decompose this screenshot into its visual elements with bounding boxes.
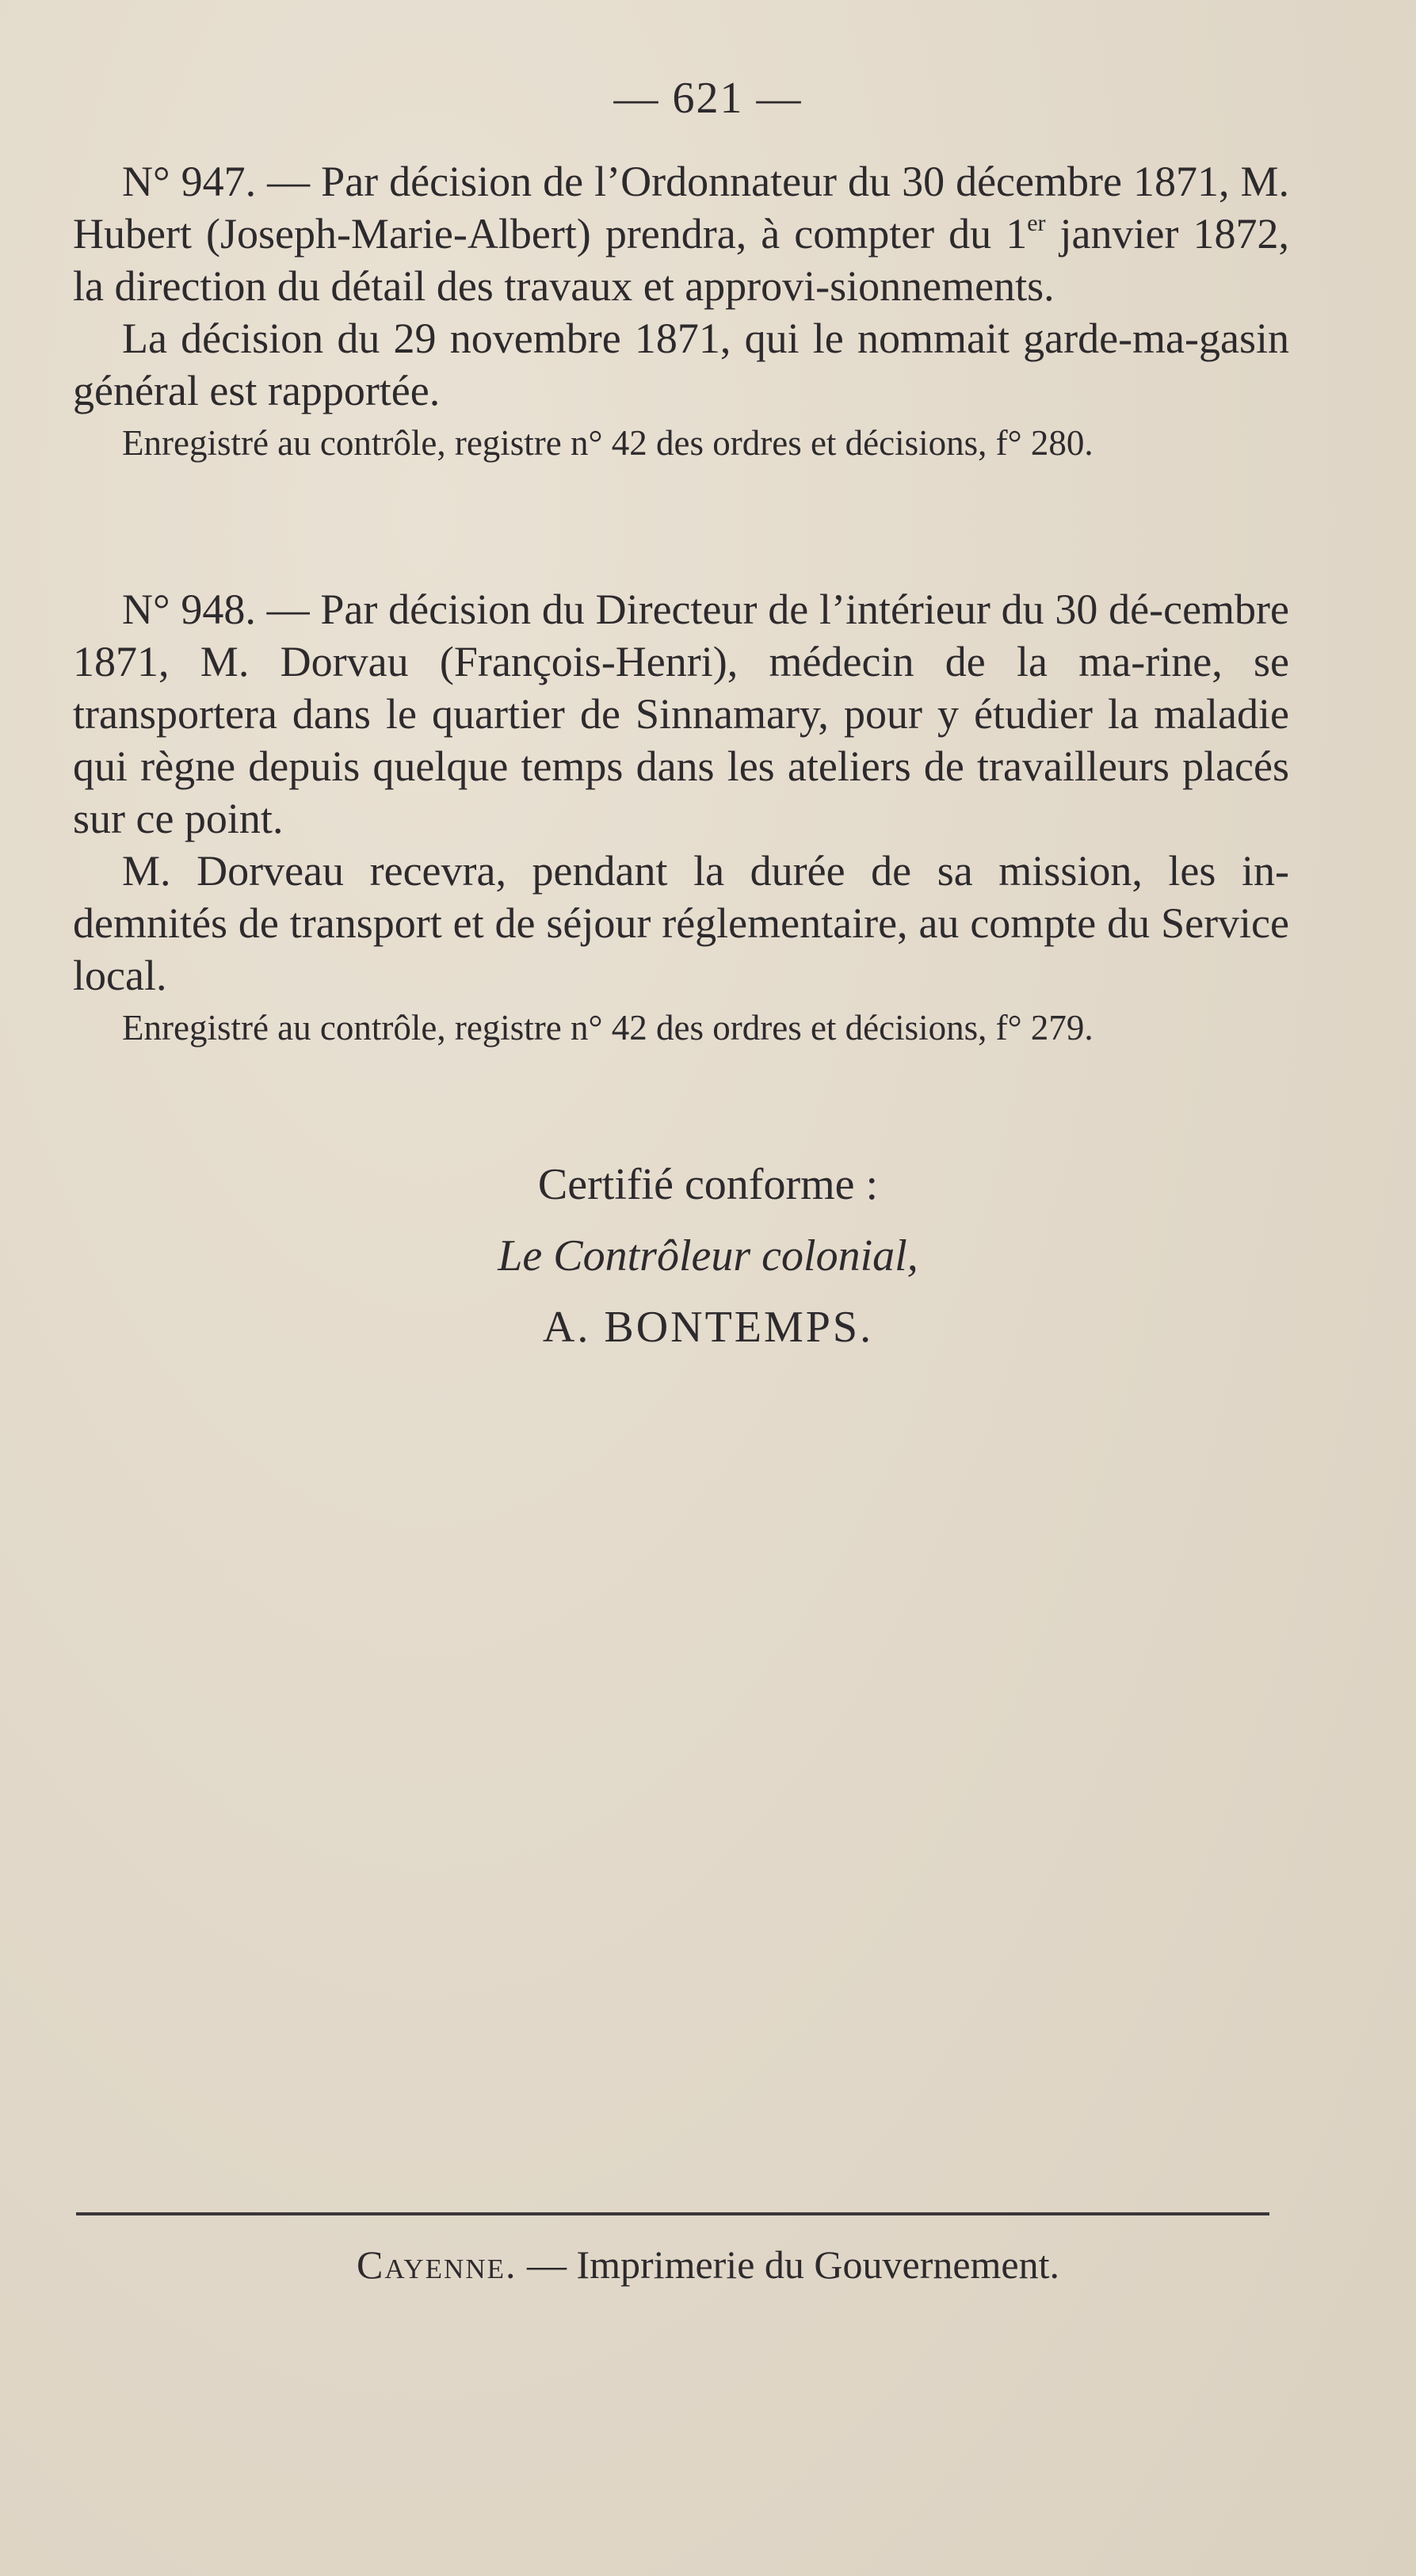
entry-text: janvier 1872, la direction du détail des travaux et approvi-sionnements. — [73, 210, 1289, 310]
entry-number: N° 947. — [122, 158, 257, 205]
entry-number: N° 948. — [122, 586, 256, 633]
entry-paragraph — [73, 155, 1289, 312]
ordinal-superscript: er — [1027, 210, 1046, 236]
page-number: — 621 — — [613, 74, 803, 123]
entry-paragraph — [73, 583, 1289, 845]
certification-block — [0, 1149, 1416, 1363]
decision-entry-947 — [73, 155, 1289, 469]
registration-note: Enregistré au contrôle, registre n° 42 des ordres et décisions, f° 279. — [122, 1008, 1093, 1048]
entry-paragraph: M. Dorveau recevra, pendant la durée de sa mission, les in-demnités de transport et de séjour réglementaire, au compte du Service local. — [73, 847, 1289, 999]
imprint-printer: — Imprimerie du Gouvernement. — [517, 2242, 1060, 2287]
entry-text: — Par décision du Directeur de l’intérieur du 30 dé-cembre 1871, M. Dorvau (François-Henri), médecin de la ma-rine, se transportera dans le quartier de Sinnamary, pour y étudier la maladie qui règne depuis quelque temps dans les ateliers de travailleurs placés sur ce point. — [73, 586, 1289, 842]
certification-line: Certifié conforme : — [537, 1160, 879, 1209]
entry-paragraph: La décision du 29 novembre 1871, qui le nommait garde-ma-gasin général est rapportée. — [73, 315, 1289, 414]
footer-divider — [76, 2212, 1269, 2215]
entry-text: — Par décision de l’Ordonnateur du 30 décembre 1871, M. Hubert (Joseph-Marie-Albert) prendra, à compter du 1 — [73, 158, 1290, 258]
registration-note: Enregistré au contrôle, registre n° 42 des ordres et décisions, f° 280. — [122, 423, 1093, 463]
signatory-role: Le Contrôleur colonial, — [498, 1231, 918, 1280]
imprint-place: Cayenne. — [356, 2242, 517, 2287]
printer-imprint — [0, 2238, 1416, 2291]
signatory-name: A. BONTEMPS. — [542, 1303, 874, 1352]
decision-entry-948 — [73, 583, 1289, 1054]
